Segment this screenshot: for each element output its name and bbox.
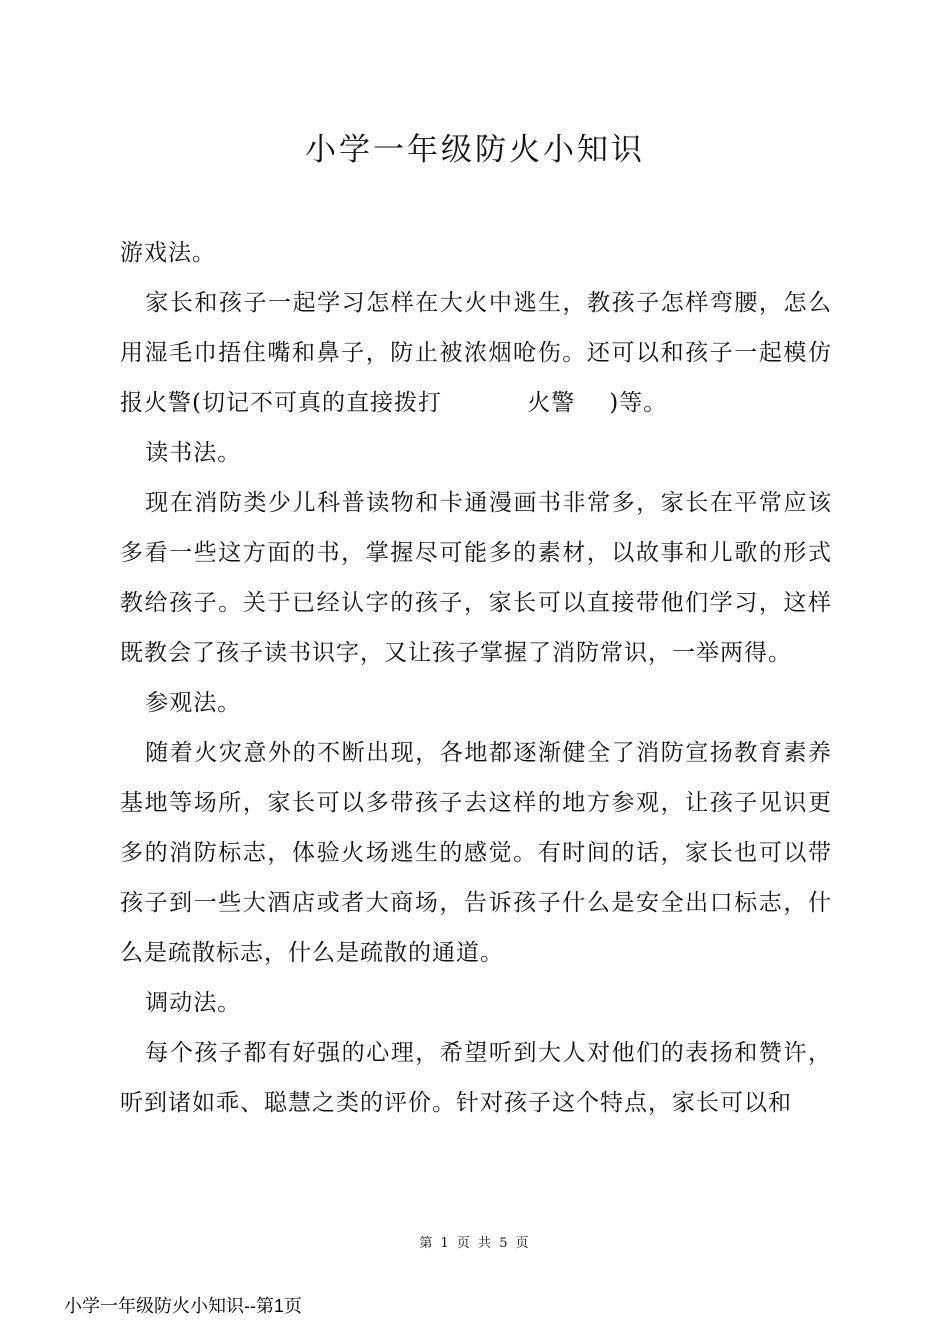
paragraph-game-tail: )等。 <box>609 390 668 416</box>
fire-alarm-word: 火警 <box>527 390 576 416</box>
document-body <box>120 228 832 1128</box>
page-number: 第 1 页 共 5 页 <box>419 1236 531 1251</box>
paragraph-reading-method: 现在消防类少儿科普读物和卡通漫画书非常多，家长在平常应该多看一些这方面的书，掌握尽可能多的素材，以故事和儿歌的形式教给孩子。关于已经认字的孩子，家长可以直接带他们学习，这样既教会了孩子读书识字，又让孩子掌握了消防常识，一举两得。 <box>120 490 832 666</box>
paragraph-heading-game: 游戏法。 <box>120 240 216 266</box>
paragraph-heading-motivate: 调动法。 <box>145 990 242 1016</box>
paragraph-heading-reading: 读书法。 <box>145 440 242 466</box>
paragraph-game-method <box>120 278 832 428</box>
page-title: 小学一年级防火小知识 <box>305 132 645 168</box>
paragraph-motivate-method: 每个孩子都有好强的心理，希望听到大人对他们的表扬和赞许，听到诸如乖、聪慧之类的评价。针对孩子这个特点，家长可以和 <box>120 1040 832 1116</box>
paragraph-heading-visit: 参观法。 <box>145 690 242 716</box>
paragraph-visit-method: 随着火灾意外的不断出现，各地都逐渐健全了消防宣扬教育素养基地等场所，家长可以多带孩子去这样的地方参观，让孩子见识更多的消防标志，体验火场逃生的感觉。有时间的话，家长也可以带孩子到一些大酒店或者大商场，告诉孩子什么是安全出口标志，什么是疏散标志，什么是疏散的通道。 <box>120 740 832 966</box>
footer-label: 小学一年级防火小知识--第1页 <box>64 1296 302 1316</box>
paragraph-game-text: 家长和孩子一起学习怎样在大火中逃生，教孩子怎样弯腰，怎么用湿毛巾捂住嘴和鼻子，防止被浓烟呛伤。还可以和孩子一起模仿报火警(切记不可真的直接拨打 <box>120 290 832 416</box>
